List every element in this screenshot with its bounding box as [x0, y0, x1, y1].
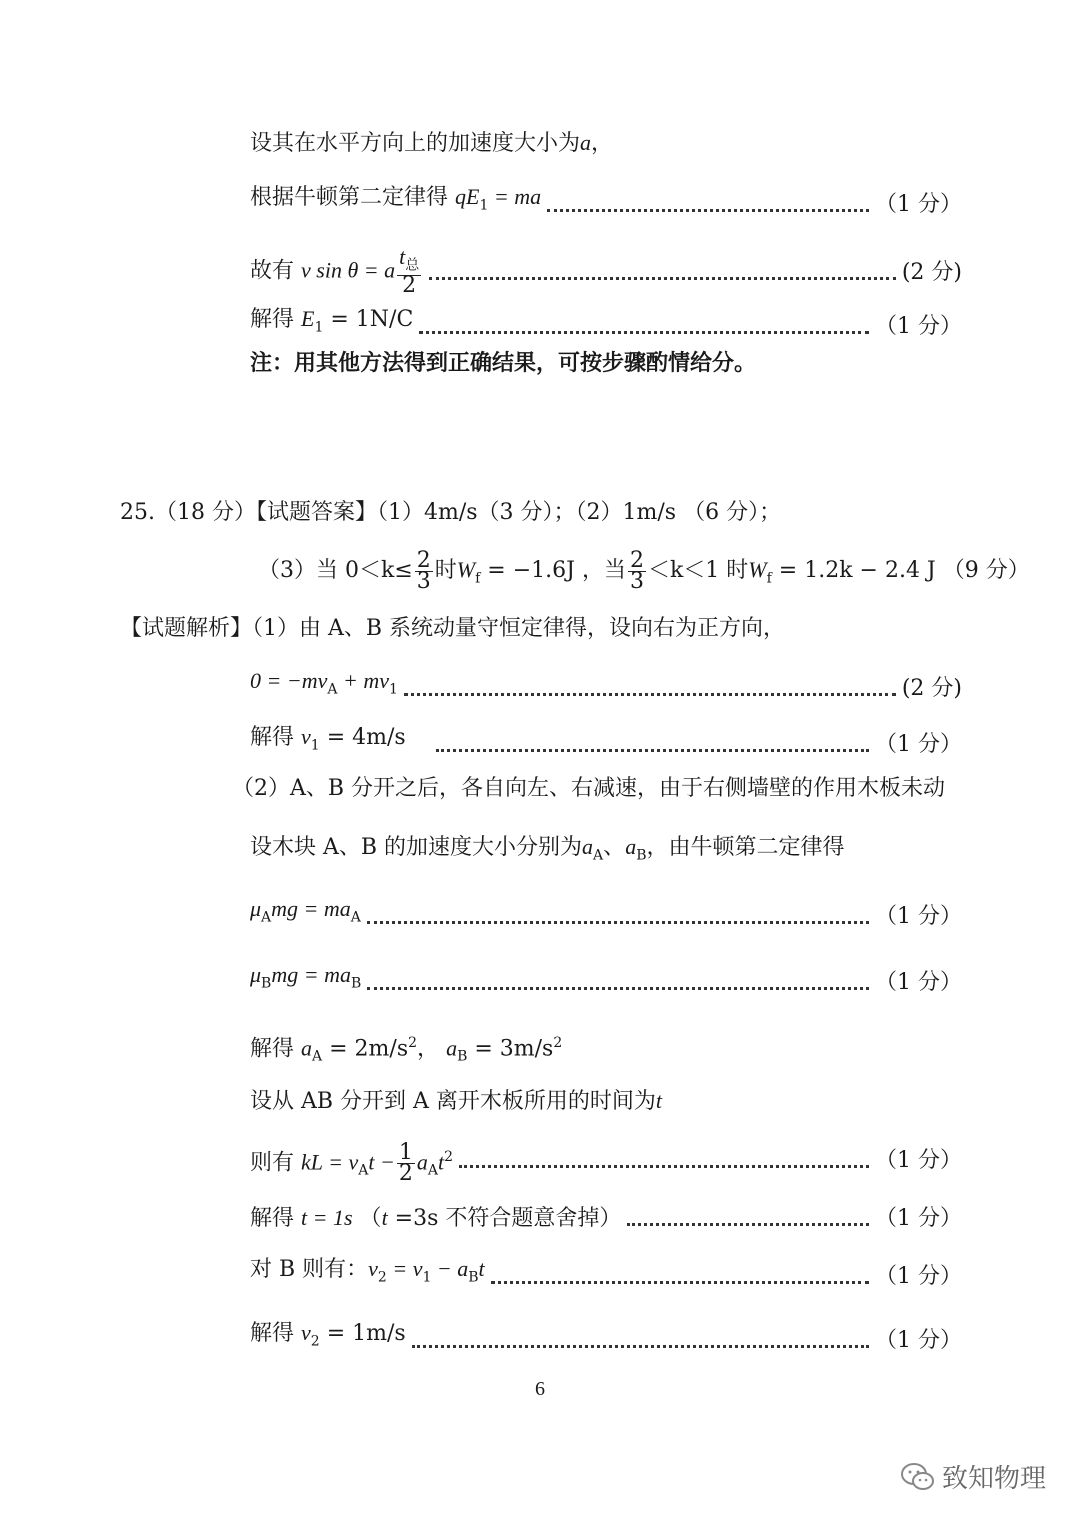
score: （1 分）: [875, 314, 962, 339]
equation-row: $0 = -mv_A + mv_1$ (2 分): [250, 664, 962, 704]
text-line: 设其在水平方向上的加速度大小为a，: [250, 130, 614, 156]
equation-row: 解得 $v_2 = 1m/s$ （1 分）: [250, 1316, 962, 1356]
note: 注：用其他方法得到正确结果，可按步骤酌情给分。: [250, 350, 757, 376]
equation-row: 故有 v sin θ = a $\frac{t_总}{2}$ (2 分): [250, 243, 962, 298]
equation-row: 解得 $E_1 = 1N/C$ （1 分）: [250, 302, 962, 342]
text-line: 设从 AB 分开到 A 离开木板所用的时间为t: [250, 1088, 663, 1114]
equation-row: 根据牛顿第二定律得 $qE_1$ = ma （1 分）: [250, 180, 962, 220]
text-line: 解得 $a_A = 2m/s^2$， $a_B = 3m/s^2$: [250, 1035, 563, 1065]
score: （1 分）: [875, 192, 962, 217]
score: （1 分）: [875, 732, 962, 757]
equation-row: 对 B 则有：$v_2 = v_1 - a_Bt$ （1 分）: [250, 1252, 962, 1292]
text-line: （2）A、B 分开之后，各自向左、右减速，由于右侧墙壁的作用木板未动: [232, 776, 946, 801]
score: （1 分）: [875, 970, 962, 995]
watermark-text: 致知物理: [942, 1464, 1047, 1494]
score: （1 分）: [875, 1148, 962, 1173]
score: （1 分）: [875, 1328, 962, 1353]
watermark: [900, 1458, 1046, 1495]
text-line: 设木块 A、B 的加速度大小分别为$a_A$、$a_B$，由牛顿第二定律得: [250, 834, 845, 864]
equation-row: $\mu_Bmg = ma_B$ （1 分）: [250, 958, 962, 998]
score: （1 分）: [875, 1206, 962, 1231]
wechat-icon: [900, 1462, 936, 1492]
equation-row: $\mu_Amg = ma_A$ （1 分）: [250, 892, 962, 932]
score: (2 分): [901, 676, 962, 701]
score: （1 分）: [875, 1264, 962, 1289]
equation-row: 解得 t = 1s （t =3s 不符合题意舍掉） （1 分）: [250, 1194, 962, 1234]
question-answer-part3: （3）当 0＜k≤ $\frac{2}{3}$ 时$W_f = -1.6J$ ，当 $\frac{2}{3}$ ＜k＜1 时$W_f = 1.2k - 2.4$ J （9 分）: [258, 547, 1030, 594]
page-number: 6: [535, 1378, 545, 1400]
analysis-heading: 【试题解析】（1）由 A、B 系统动量守恒定律得，设向右为正方向，: [120, 616, 786, 641]
equation-row: 解得 $v_1 = 4m/s$ （1 分）: [250, 720, 962, 760]
score: (2 分): [901, 260, 962, 285]
equation-row: 则有 kL = $v_At$ − $\frac{1}{2}$ $a_At^2$ （1 分）: [250, 1140, 962, 1187]
score: （1 分）: [875, 904, 962, 929]
question-answer: 25.（18 分）【试题答案】（1）4m/s（3 分）；（2）1m/s （6 分）；: [120, 500, 782, 525]
